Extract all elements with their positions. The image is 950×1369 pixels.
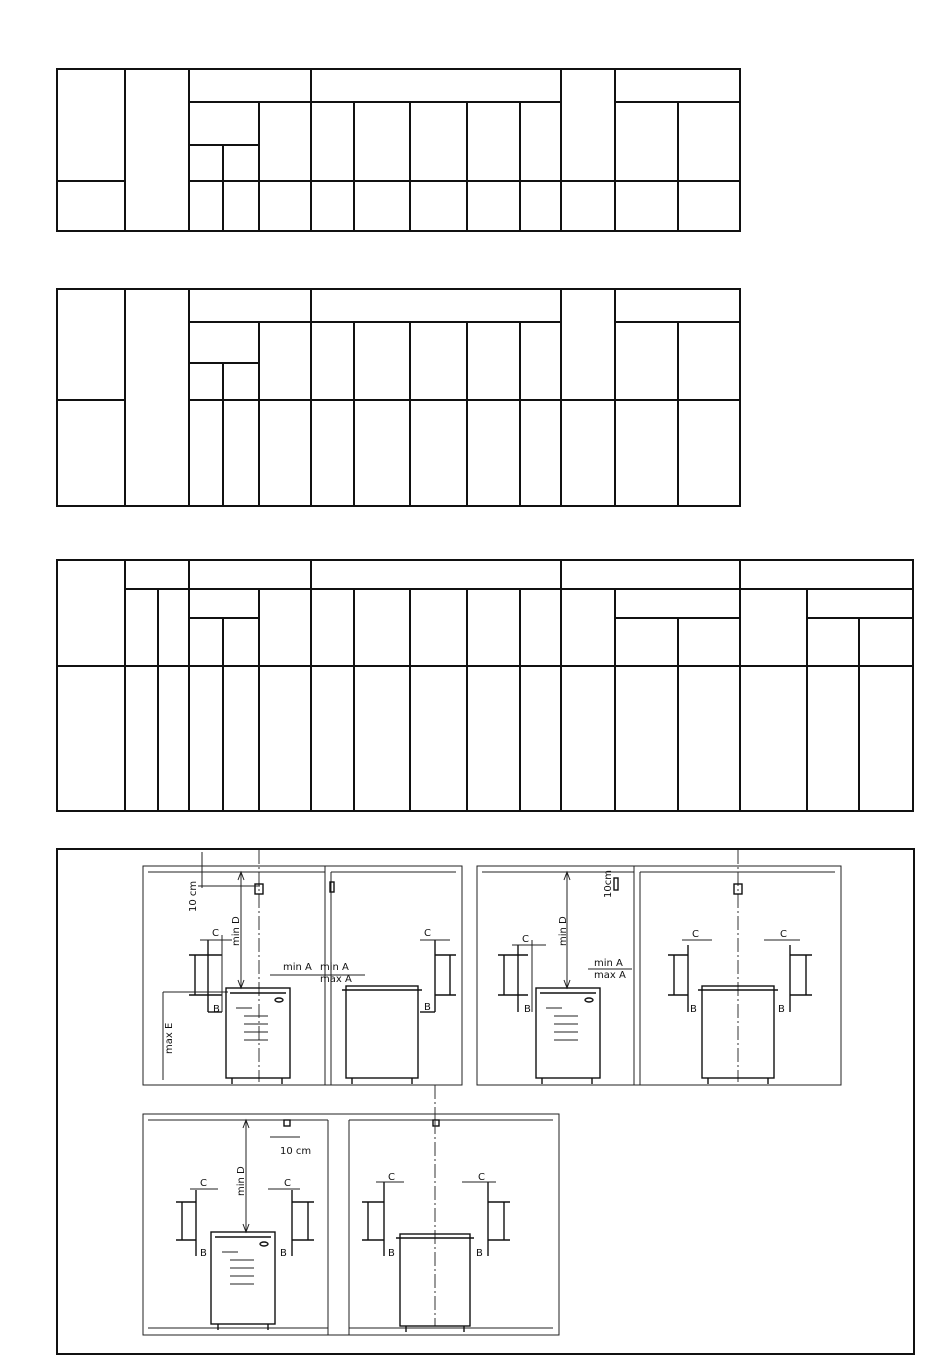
- label-b-7: B: [280, 1248, 287, 1259]
- label-b-2: B: [424, 1002, 431, 1013]
- label-min-a-3: min A: [594, 958, 623, 969]
- label-b-9: B: [476, 1248, 483, 1259]
- diagram-frame: [57, 849, 914, 1354]
- label-10cm-2: 10cm: [603, 870, 614, 898]
- label-c-5: C: [780, 929, 787, 940]
- panel-corner-install: [477, 850, 841, 1085]
- label-max-a-1: max A: [320, 974, 352, 985]
- label-10cm-1: 10 cm: [188, 880, 199, 912]
- table-1: [57, 69, 740, 231]
- label-c-3: C: [522, 934, 529, 945]
- label-c-1: C: [212, 928, 219, 939]
- panel-center-install: [143, 1114, 559, 1335]
- label-min-d-2: min D: [558, 916, 569, 946]
- label-c-2: C: [424, 928, 431, 939]
- table-3: [57, 560, 913, 811]
- label-min-d-3: min D: [236, 1166, 247, 1196]
- label-max-e-1: max E: [164, 1022, 175, 1054]
- label-max-a-2: max A: [594, 970, 626, 981]
- label-c-9: C: [478, 1172, 485, 1183]
- label-min-a-1: min A: [283, 962, 312, 973]
- label-c-6: C: [200, 1178, 207, 1189]
- label-min-a-2: min A: [320, 962, 349, 973]
- label-c-4: C: [692, 929, 699, 940]
- label-10cm-3: 10 cm: [280, 1146, 312, 1157]
- panel-wall-install: [143, 850, 462, 1085]
- label-b-5: B: [778, 1004, 785, 1015]
- table-2: [57, 289, 740, 506]
- label-b-1: B: [213, 1004, 220, 1015]
- label-b-8: B: [388, 1248, 395, 1259]
- label-c-7: C: [284, 1178, 291, 1189]
- label-b-3: B: [524, 1004, 531, 1015]
- label-b-4: B: [690, 1004, 697, 1015]
- label-b-6: B: [200, 1248, 207, 1259]
- label-min-d-1: min D: [231, 916, 242, 946]
- label-c-8: C: [388, 1172, 395, 1183]
